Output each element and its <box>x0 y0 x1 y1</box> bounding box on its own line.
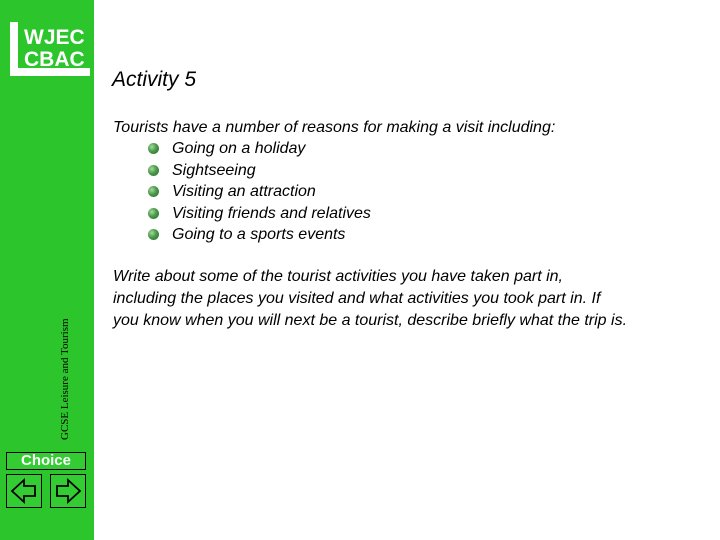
slide-title: Activity 5 <box>112 68 197 91</box>
bullet-icon <box>148 208 159 219</box>
list-item: Going to a sports events <box>146 224 371 246</box>
instruction-line: including the places you visited and what activities you took part in. If <box>113 290 601 307</box>
right-arrow-icon <box>51 475 85 507</box>
list-item: Visiting an attraction <box>146 181 371 203</box>
logo-line2: CBAC <box>24 48 85 71</box>
bullet-icon <box>148 143 159 154</box>
intro-text: Tourists have a number of reasons for making a visit including: <box>113 119 556 136</box>
list-item: Visiting friends and relatives <box>146 203 371 225</box>
bullet-icon <box>148 229 159 240</box>
logo-line1: WJEC <box>24 26 85 49</box>
reasons-list <box>146 138 371 246</box>
previous-button[interactable] <box>6 474 42 508</box>
choice-button[interactable]: Choice <box>6 452 86 470</box>
instruction-line: you know when you will next be a tourist, describe briefly what the trip is. <box>113 312 628 329</box>
list-item: Sightseeing <box>146 160 371 182</box>
sidebar <box>0 0 94 540</box>
bullet-icon <box>148 186 159 197</box>
activity-instructions <box>113 266 713 332</box>
course-vertical-label: GCSE Leisure and Tourism <box>59 318 71 440</box>
list-item: Going on a holiday <box>146 138 371 160</box>
next-button[interactable] <box>50 474 86 508</box>
bullet-icon <box>148 165 159 176</box>
instruction-line: Write about some of the tourist activities you have taken part in, <box>113 268 563 285</box>
wjec-cbac-logo <box>8 20 92 78</box>
left-arrow-icon <box>7 475 41 507</box>
